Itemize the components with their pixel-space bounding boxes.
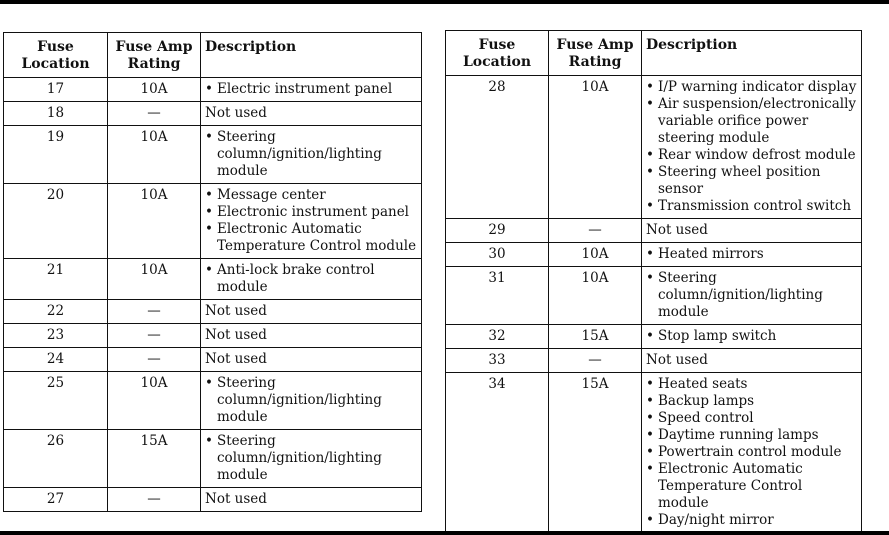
description-item: • Steering wheel position sensor	[646, 164, 857, 198]
top-rule	[0, 0, 889, 4]
fuse-description	[201, 430, 422, 488]
fuse-row	[446, 76, 862, 219]
fuse-amp-rating: 10A	[108, 372, 201, 430]
fuse-amp-rating: —	[549, 349, 642, 373]
fuse-location: 28	[446, 76, 549, 219]
fuse-location: 21	[4, 259, 108, 300]
fuse-description	[642, 325, 862, 349]
fuse-amp-rating: 10A	[549, 76, 642, 219]
fuse-amp-rating: —	[108, 348, 201, 372]
header-fuse-amp-rating: Fuse Amp Rating	[108, 33, 201, 78]
fuse-row	[4, 430, 422, 488]
fuse-row	[4, 126, 422, 184]
fuse-location: 33	[446, 349, 549, 373]
fuse-row	[4, 184, 422, 259]
fuse-description	[201, 372, 422, 430]
description-item: • Electronic Automatic Temperature Control module	[646, 461, 857, 512]
fuse-row	[4, 324, 422, 348]
fuse-amp-rating: 10A	[549, 267, 642, 325]
fuse-location: 31	[446, 267, 549, 325]
fuse-description	[642, 373, 862, 533]
fuse-row	[4, 488, 422, 512]
header-description: Description	[642, 31, 862, 76]
fuse-amp-rating: 10A	[108, 126, 201, 184]
fuse-description	[201, 259, 422, 300]
fuse-amp-rating: 10A	[108, 184, 201, 259]
fuse-location: 32	[446, 325, 549, 349]
description-list	[205, 433, 417, 484]
description-item: • Speed control	[646, 410, 857, 427]
fuse-description: Not used	[201, 348, 422, 372]
description-list	[646, 376, 857, 529]
description-item: • Electric instrument panel	[205, 81, 417, 98]
description-item: • Anti-lock brake control module	[205, 262, 417, 296]
description-item: • I/P warning indicator display	[646, 79, 857, 96]
fuse-amp-rating: —	[549, 219, 642, 243]
description-item: • Message center	[205, 187, 417, 204]
fuse-location: 18	[4, 102, 108, 126]
fuse-amp-rating: 10A	[108, 78, 201, 102]
header-fuse-location: Fuse Location	[4, 33, 108, 78]
description-item: • Steering column/ignition/lighting module	[646, 270, 857, 321]
fuse-location: 30	[446, 243, 549, 267]
fuse-amp-rating: —	[108, 488, 201, 512]
fuse-row	[446, 243, 862, 267]
fuse-row	[446, 219, 862, 243]
description-list	[646, 246, 857, 263]
fuse-description: Not used	[642, 349, 862, 373]
description-list	[646, 79, 857, 215]
fuse-row	[4, 348, 422, 372]
fuse-amp-rating: 15A	[549, 373, 642, 533]
description-item: • Steering column/ignition/lighting module	[205, 375, 417, 426]
header-description: Description	[201, 33, 422, 78]
fuse-description	[201, 184, 422, 259]
fuse-table-right	[445, 30, 862, 533]
fuse-description: Not used	[201, 300, 422, 324]
fuse-table-right-body	[446, 76, 862, 533]
fuse-description: Not used	[642, 219, 862, 243]
fuse-location: 27	[4, 488, 108, 512]
fuse-row	[446, 325, 862, 349]
fuse-table-left	[3, 32, 422, 512]
fuse-amp-rating: 10A	[108, 259, 201, 300]
description-list	[205, 81, 417, 98]
fuse-location: 23	[4, 324, 108, 348]
fuse-amp-rating: —	[108, 324, 201, 348]
fuse-description	[642, 243, 862, 267]
fuse-description	[642, 76, 862, 219]
description-item: • Electronic Automatic Temperature Control module	[205, 221, 417, 255]
fuse-location: 17	[4, 78, 108, 102]
fuse-row	[446, 267, 862, 325]
fuse-description	[201, 126, 422, 184]
description-list	[205, 187, 417, 255]
header-fuse-location: Fuse Location	[446, 31, 549, 76]
fuse-amp-rating: 15A	[108, 430, 201, 488]
description-item: • Stop lamp switch	[646, 328, 857, 345]
fuse-table-left-body	[4, 78, 422, 512]
fuse-location: 25	[4, 372, 108, 430]
fuse-location: 20	[4, 184, 108, 259]
fuse-location: 22	[4, 300, 108, 324]
description-item: • Transmission control switch	[646, 198, 857, 215]
description-item: • Powertrain control module	[646, 444, 857, 461]
fuse-description: Not used	[201, 324, 422, 348]
description-item: • Backup lamps	[646, 393, 857, 410]
fuse-description: Not used	[201, 102, 422, 126]
fuse-amp-rating: —	[108, 300, 201, 324]
description-item: • Air suspension/electronically variable orifice power steering module	[646, 96, 857, 147]
fuse-location: 26	[4, 430, 108, 488]
fuse-location: 24	[4, 348, 108, 372]
fuse-row	[4, 78, 422, 102]
fuse-amp-rating: 10A	[549, 243, 642, 267]
header-fuse-amp-rating: Fuse Amp Rating	[549, 31, 642, 76]
fuse-row	[446, 373, 862, 533]
description-item: • Day/night mirror	[646, 512, 857, 529]
bottom-rule	[0, 531, 889, 535]
description-item: • Electronic instrument panel	[205, 204, 417, 221]
fuse-location: 19	[4, 126, 108, 184]
header-row	[446, 31, 862, 76]
fuse-row	[446, 349, 862, 373]
description-item: • Rear window defrost module	[646, 147, 857, 164]
description-item: • Daytime running lamps	[646, 427, 857, 444]
description-list	[205, 129, 417, 180]
fuse-description	[201, 78, 422, 102]
fuse-location: 34	[446, 373, 549, 533]
fuse-amp-rating: —	[108, 102, 201, 126]
header-row	[4, 33, 422, 78]
description-list	[646, 270, 857, 321]
fuse-description: Not used	[201, 488, 422, 512]
description-item: • Heated seats	[646, 376, 857, 393]
description-item: • Steering column/ignition/lighting module	[205, 129, 417, 180]
fuse-description	[642, 267, 862, 325]
fuse-amp-rating: 15A	[549, 325, 642, 349]
fuse-row	[4, 259, 422, 300]
description-list	[646, 328, 857, 345]
description-item: • Heated mirrors	[646, 246, 857, 263]
description-list	[205, 375, 417, 426]
fuse-location: 29	[446, 219, 549, 243]
description-item: • Steering column/ignition/lighting module	[205, 433, 417, 484]
fuse-row	[4, 102, 422, 126]
description-list	[205, 262, 417, 296]
fuse-row	[4, 300, 422, 324]
fuse-row	[4, 372, 422, 430]
